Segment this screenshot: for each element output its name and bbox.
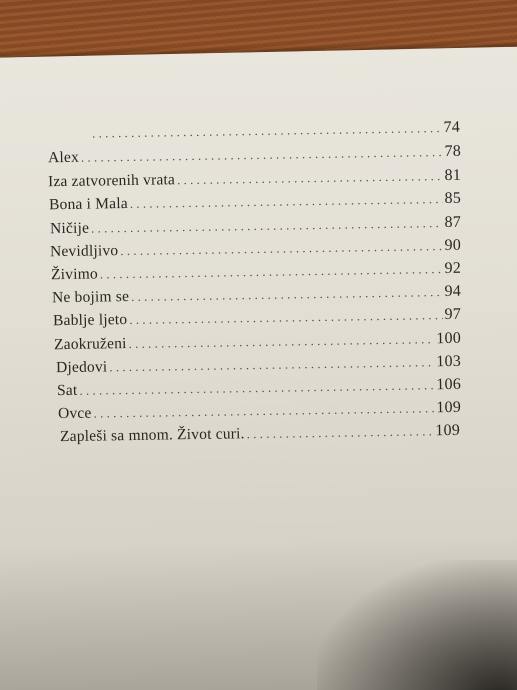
toc-entry-page: 90 [444,236,462,255]
toc-entry-page: 74 [443,118,461,137]
toc-entry [53,306,461,330]
dot-leader [79,377,434,399]
toc-entry [60,422,460,446]
toc-entry [48,143,461,167]
toc-entry-page: 87 [444,213,462,232]
toc-entry-page: 94 [444,282,462,301]
toc-entry-title: Djedovi [55,358,108,377]
toc-entry [48,167,461,191]
toc-entry-title: Sat [56,381,78,400]
dot-leader [128,331,434,352]
dot-leader [109,354,434,375]
toc-entry-title: Bablje ljeto [52,311,128,330]
toc-entry-page: 97 [444,305,462,324]
dot-leader [129,307,443,328]
toc-entry-title: Zaokruženi [53,335,127,354]
toc-entry [49,190,461,214]
dot-leader [92,120,442,141]
toc-entry [56,353,461,377]
dot-leader [120,238,442,259]
toc-entry-title: Ne bojim se [51,288,130,307]
toc-entry-title: Bona i Mala [48,194,128,214]
toc-entry [54,330,461,354]
toc-entry-page: 85 [444,189,462,208]
toc-entry [58,399,461,423]
dot-leader [131,284,443,305]
toc-entry-title: Ničije [49,219,90,238]
dot-leader [91,215,443,237]
toc-entry [52,283,461,307]
dot-leader [93,400,434,421]
toc-entry-page: 81 [444,166,462,185]
dot-leader [130,191,443,212]
dot-leader [100,261,443,282]
toc-entry-page: 103 [436,352,462,371]
toc-entry-page: 106 [436,375,462,394]
toc-entry-title: Nevidljivo [49,242,119,261]
toc-entry-title: Zapleši sa mnom. Život curi. [59,425,245,446]
toc-entry-page: 109 [435,421,461,440]
toc-entry [57,376,461,400]
toc-entry-page: 78 [444,142,462,161]
toc-entry-title: Živimo [50,265,98,284]
toc-entry-title: Iza zatvorenih vrata [47,171,176,191]
toc-entry [50,214,461,238]
dot-leader [177,168,443,188]
toc-entry-page: 100 [436,329,462,348]
toc-entry [52,119,460,143]
toc-entry-page: 109 [436,398,462,417]
toc-entry [51,260,461,284]
dot-leader [81,144,443,166]
toc-entry-title: Ovce [57,404,92,423]
dot-leader [247,423,432,442]
toc-entry-page: 92 [444,259,462,278]
toc-entry-title: Alex [47,148,80,167]
toc-entry [50,237,461,261]
